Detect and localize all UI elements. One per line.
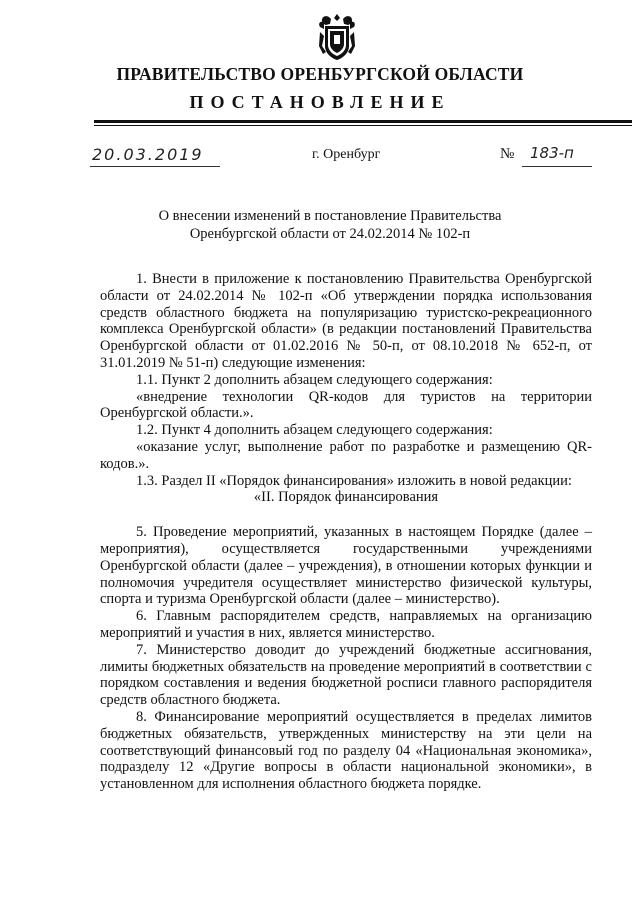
paragraph: 8. Финансирование мероприятий осуществляется в пределах лимитов бюджетных обязательств, утвержденных министерству на эти цели на соответствующий финансовый год по разделу 04 «Национальная экономика», подразделу 12 «Другие вопросы в области национальной экономики», в установленном для исполнения областного бюджета порядке. [100,708,592,793]
organization-name: ПРАВИТЕЛЬСТВО ОРЕНБУРГСКОЙ ОБЛАСТИ [116,64,524,84]
paragraph: «внедрение технологии QR-кодов для туристов на территории Оренбургской области.». [100,388,592,422]
city: г. Оренбург [312,147,381,162]
number-underline [522,166,592,167]
header-rule-thick [94,120,632,123]
paragraph: 1.3. Раздел II «Порядок финансирования» изложить в новой редакции: [136,472,572,489]
document-type: ПОСТАНОВЛЕНИЕ [189,92,451,112]
section-gap [100,506,592,524]
section-heading: «II. Порядок финансирования [253,489,439,506]
subject-line: Оренбургской области от 24.02.2014 № 102-п [189,226,471,242]
number-label: № [500,146,515,162]
document-body [100,271,592,793]
paragraph: 1.1. Пункт 2 дополнить абзацем следующего содержания: [136,371,493,388]
paragraph: 5. Проведение мероприятий, указанных в настоящем Порядке (далее – мероприятия), осуществляется государственными учреждениями Оренбургской области (далее – учреждения), в отношении которых функции и полномочия учредителя осуществляет министерство физической культуры, спорта и туризма Оренбургской области (далее – министерство). [100,524,592,608]
subject-line: О внесении изменений в постановление Правительства [158,208,502,224]
paragraph: 1. Внести в приложение к постановлению Правительства Оренбургской области от 24.02.2014 № 102-п «Об утверждении порядка использования средств областного бюджета на популяризацию туристско-рекреационного комплекса Оренбургской области» (в редакции постановлений Правительства Оренбургской области от 01.02.2016 № 50-п, от 08.10.2018 № 652-п, от 31.01.2019 № 51-п) следующие изменения: [100,271,592,371]
document-number: 183-п [530,144,574,162]
paragraph: 7. Министерство доводит до учреждений бюджетные ассигнования, лимиты бюджетных обязательств на проведение мероприятий в соответствии с порядком составления и ведения бюджетной росписи главного распорядителя средств областного бюджета. [100,641,592,709]
document-subject [120,207,540,243]
coat-of-arms-icon [317,12,357,62]
document-date: 20.03.2019 [92,145,204,164]
paragraph: 1.2. Пункт 4 дополнить абзацем следующего содержания: [136,422,493,439]
paragraph: 6. Главным распорядителем средств, направляемых на организацию мероприятий и участия в них, является министерство. [100,608,592,641]
header-rule-thin [94,125,632,126]
date-underline [90,166,220,167]
paragraph: «оказание услуг, выполнение работ по разработке и размещению QR-кодов.». [100,438,592,472]
